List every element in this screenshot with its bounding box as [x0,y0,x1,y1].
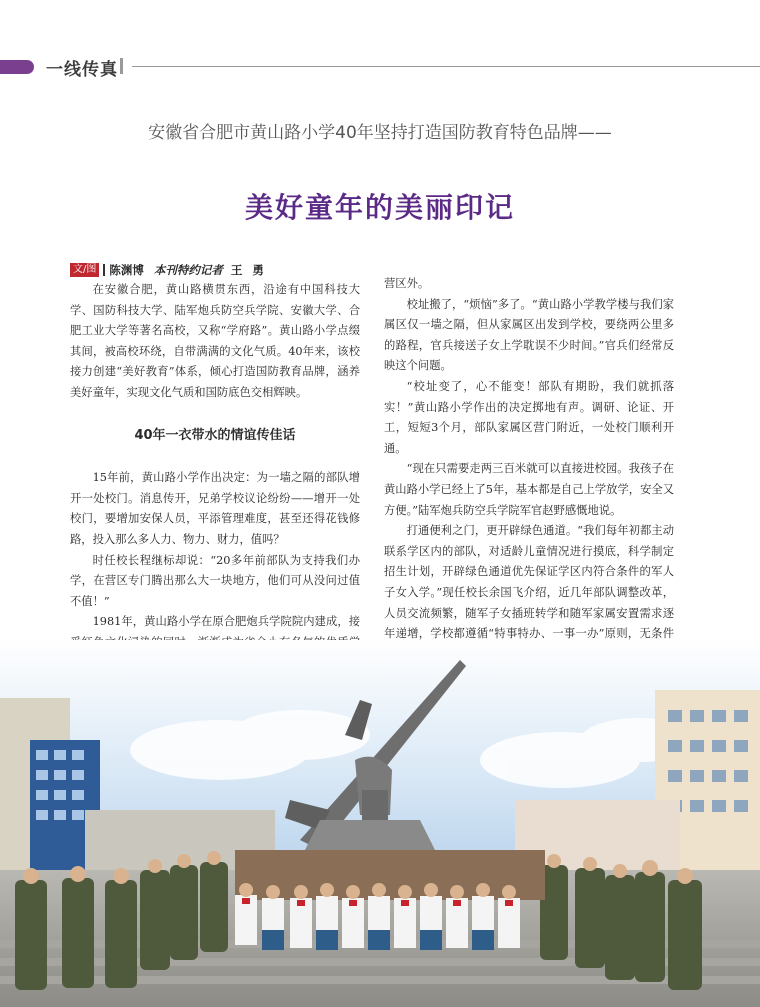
article-photo [0,640,760,1007]
paragraph: 校址搬了，“烦恼”多了。“黄山路小学教学楼与我们家属区仅一墙之隔，但从家属区出发到学校，要绕两公里多的路程，官兵接送子女上学耽误不少时间。”官兵们经常反映这个问题。 [384,297,674,373]
paragraph: 在安徽合肥，黄山路横贯东西，沿途有中国科技大学、国防科技大学、陆军炮兵防空兵学院、安徽大学、合肥工业大学等著名高校，又称“学府路”。黄山路小学点缀其间，被高校环绕，自带满满的文化气质。40年来，该校接力创建“美好教育”体系，倾心打造国防教育品牌，涵养美好童年，实现文化气质和国防底色交相辉映。 [70,283,360,399]
paragraph: 营区外。 [384,277,430,290]
photo-illustration [0,640,760,1007]
article-title: 美好童年的美丽印记 [244,191,515,224]
section-separator [120,58,123,74]
section-label: 一线传真 [46,60,118,80]
section-header [0,54,760,78]
paragraph: “校址变了，心不能变！部队有期盼，我们就抓落实！”黄山路小学作出的决定掷地有声。调研、论证、开工，短短3个月，部队家属区营门附近，一处校门顺利开通。 [384,379,674,455]
byline-reporter: 王 勇 [230,263,267,277]
left-column [70,274,360,674]
byline-author: 陈渊博 [109,263,144,277]
paragraph: 时任校长程继标却说：“20多年前部队为支持我们办学，在营区专门腾出那么大一块地方，他们可从没问过值不值！” [70,553,360,608]
byline-tag: 文/图 [70,263,99,277]
paragraph: “现在只需要走两三百米就可以直接进校园。我孩子在黄山路小学已经上了5年，基本都是自己上学放学，安全又方便。”陆军炮兵防空兵学院军官赵野感慨地说。 [384,462,674,517]
paragraph: 15年前，黄山路小学作出决定：为一墙之隔的部队增开一处校门。消息传开，兄弟学校议论纷纷——增开一处校门，要增加安保人员，平添管理难度，甚至还得花钱修路，投入那么多人力、物力、财力，值吗？ [70,471,360,546]
section-marker [0,60,34,74]
paragraph: 1981年，黄山路小学在原合肥炮兵学院院内建成，接 [92,615,360,629]
right-column [384,274,674,665]
article-subtitle: 安徽省合肥市黄山路小学40年坚持打造国防教育特色品牌—— [148,123,612,143]
byline-role: 本刊特约记者 [153,263,223,277]
header-rule [132,66,760,67]
section-heading: 40年一衣带水的情谊传佳话 [134,427,296,443]
students-group [235,850,545,950]
paragraph: 打通便利之门，更开辟绿色通道。“我们每年初都主动联系学区内的部队，对适龄儿童情况进行摸底，科学制定招生计划，开辟绿色通道优先保证学区内符合条件的军人子女入学。”现任校长余国飞介绍，近几年部队调整改革，人员交流频繁，随军子女插班转学和随军家属安置需求逐年递增，学校都遵循“特事特办、一事一办”原则，无条件 [384,524,674,641]
